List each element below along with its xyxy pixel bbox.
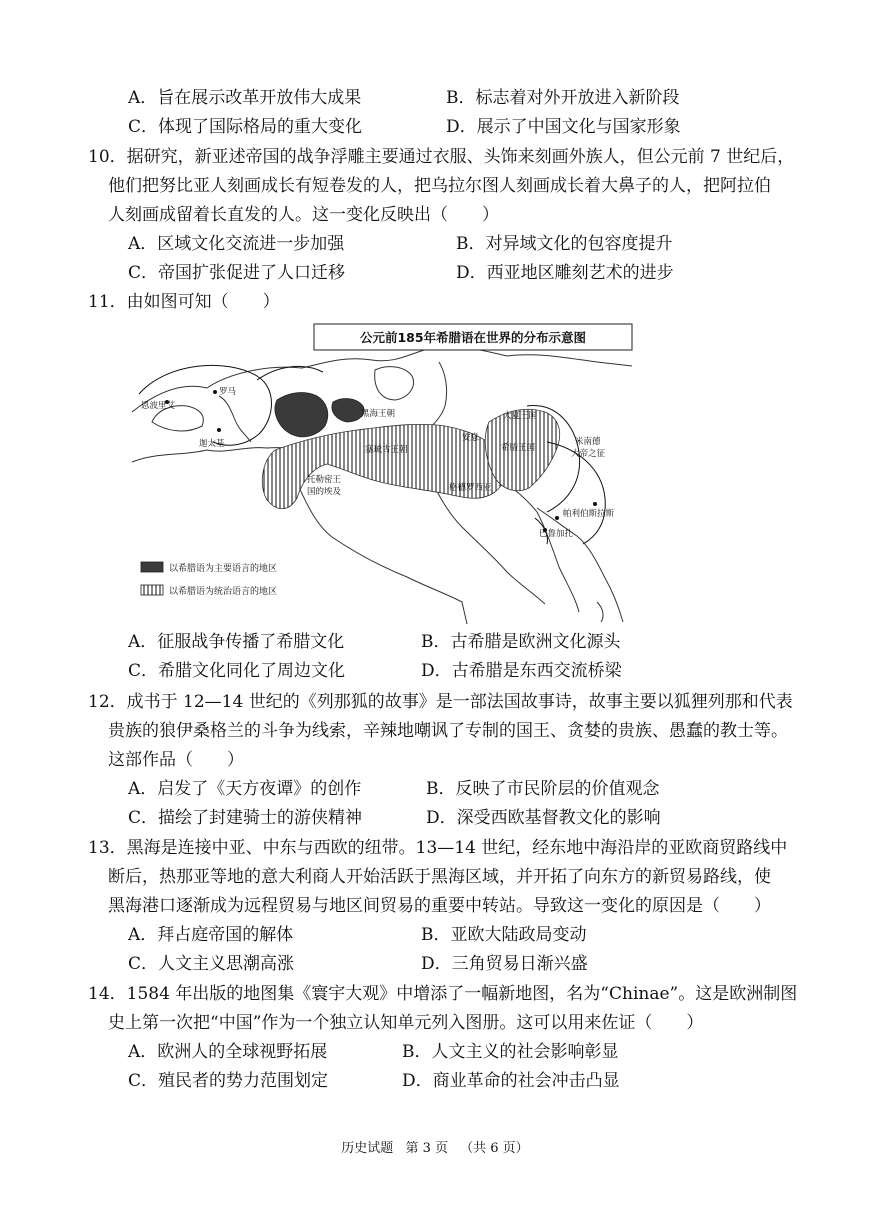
q10-option-d: D．西亚地区雕刻艺术的进步 [456,263,674,283]
label-menander-2: 大帝之征 [571,449,606,459]
page-footer [0,1140,870,1158]
q10-option-b: B．对异域文化的包容度提升 [456,234,673,254]
q9-option-d: D．展示了中国文化与国家形象 [446,117,681,137]
q13-stem-line-2: 断后，热那亚等地的意大利商人开始活跃于黑海区域，并开拓了向东方的新贸易路线，使 [108,867,771,887]
legend-main-label: 以希腊语为主要语言的地区 [169,564,278,574]
q11-option-d: D．古希腊是东西交流桥梁 [421,661,622,681]
legend-main-swatch [141,562,163,572]
label-barygaza: 巴鲁加扎 [539,529,574,539]
q11-option-b: B．古希腊是欧洲文化源头 [421,632,621,652]
label-rome: 罗马 [219,387,237,397]
q12-option-d: D．深受西欧基督教文化的影响 [426,808,661,828]
label-pontus: 黑海王朝 [361,409,396,419]
q10-option-a: A．区域文化交流进一步加强 [128,234,345,254]
q9-option-a: A．旨在展示改革开放伟大成果 [128,88,362,108]
q9-option-c: C．体现了国际格局的重大变化 [128,117,363,137]
q13-option-b: B．亚欧大陆政局变动 [421,925,587,945]
q10-stem-line-1: 10．据研究，新亚述帝国的战争浮雕主要通过衣服、头饰来刻画外族人，但公元前 7 世纪后， [88,147,795,167]
q12-option-c: C．描绘了封建骑士的游侠精神 [128,808,363,828]
q14-stem-line-2: 史上第一次把“中国”作为一个独立认知单元列入图册。这可以用来佐证（ ） [108,1013,704,1033]
q12-stem-line-1: 12．成书于 12—14 世纪的《列那狐的故事》是一部法国故事诗，故事主要以狐狸列那和代表 [88,692,793,712]
map-title: 公元前185年希腊语在世界的分布示意图 [359,330,587,345]
legend-ruling-label: 以希腊语为统治语言的地区 [169,587,278,597]
q12-option-a: A．启发了《天方夜谭》的创作 [128,779,362,799]
label-parthia: 安息 [462,433,480,443]
label-ptolemy-2: 国的埃及 [307,487,342,497]
q13-option-a: A．拜占庭帝国的解体 [128,925,294,945]
q14-option-d: D．商业革命的社会冲击凸显 [402,1071,620,1091]
greek-language-map [127,322,634,624]
label-indo-greek: 希腊王国 [501,443,536,453]
q10-stem-line-3: 人刻画成留着长直发的人。这一变化反映出（ ） [108,205,499,225]
q14-option-a: A．欧洲人的全球视野拓展 [128,1042,328,1062]
label-menander-1: 米南德 [575,437,601,447]
label-seleucid: 塞琉古王朝 [365,445,408,455]
label-carthage: 迦太基 [199,439,225,449]
label-palibothra: 帕利伯斯拉斯 [563,509,615,519]
q10-stem-line-2: 他们把努比亚人刻画成长有短卷发的人，把乌拉尔图人刻画成长着大鼻子的人，把阿拉伯 [108,176,771,196]
q14-stem-line-1: 14．1584 年出版的地图集《寰宇大观》中增添了一幅新地图，名为“Chinae”。这是欧洲制图 [88,984,798,1004]
q9-option-b: B．标志着对外开放进入新阶段 [446,88,680,108]
label-ptolemy-1: 托勒密王 [307,475,342,485]
q11-stem: 11．由如图可知（ ） [88,292,280,312]
q14-option-b: B．人文主义的社会影响彰显 [402,1042,619,1062]
footer-total-pages: （共 6 页） [460,1141,529,1156]
q13-option-d: D．三角贸易日渐兴盛 [421,954,588,974]
q10-option-c: C．帝国扩张促进了人口迁移 [128,263,346,283]
q12-stem-line-3: 这部作品（ ） [108,750,244,770]
label-empories: 恩波里艾 [141,401,176,411]
q13-stem-line-1: 13．黑海是连接中亚、中东与西欧的纽带。13—14 世纪，经东地中海沿岸的亚欧商贸路线中 [88,838,788,858]
label-gedrosia: 格德罗西亚 [449,483,492,493]
q11-option-a: A．征服战争传播了希腊文化 [128,632,345,652]
label-bactria: 大夏王国 [503,411,538,421]
q12-option-b: B．反映了市民阶层的价值观念 [426,779,660,799]
legend-ruling-swatch [141,585,163,595]
q11-option-c: C．希腊文化同化了周边文化 [128,661,346,681]
q14-option-c: C．殖民者的势力范围划定 [128,1071,329,1091]
footer-subject: 历史试题 [341,1141,394,1156]
q13-stem-line-3: 黑海港口逐渐成为远程贸易与地区间贸易的重要中转站。导致这一变化的原因是（ ） [108,896,771,916]
q12-stem-line-2: 贵族的狼伊桑格兰的斗争为线索，辛辣地嘲讽了专制的国王、贪婪的贵族、愚蠢的教士等。 [108,721,788,741]
q13-option-c: C．人文主义思潮高涨 [128,954,295,974]
footer-page-number: 第 3 页 [405,1141,448,1156]
